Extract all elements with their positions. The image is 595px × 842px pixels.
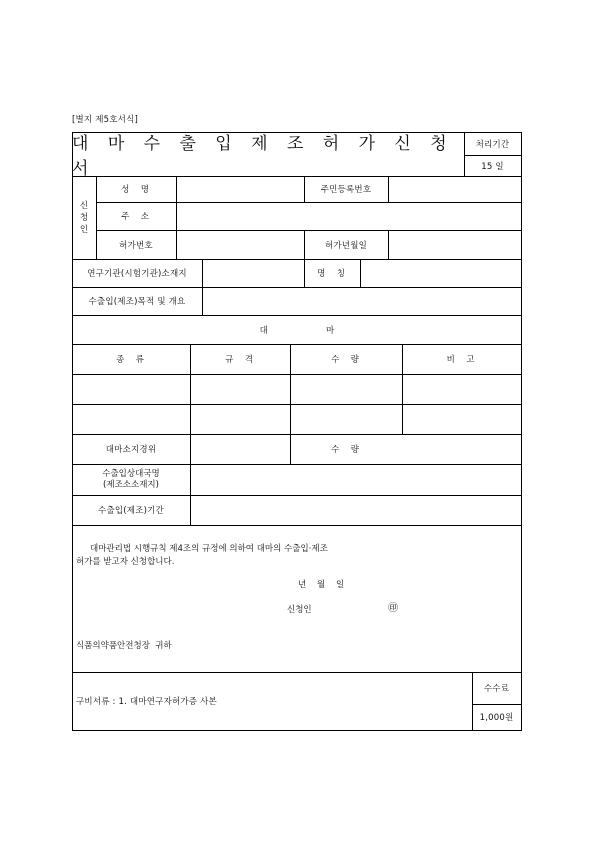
applicant-label-char: 청 bbox=[79, 212, 89, 223]
license-date-field[interactable] bbox=[388, 230, 521, 259]
fee-label: 수수료 bbox=[483, 684, 510, 694]
column-remarks: 비 고 bbox=[446, 355, 477, 365]
cannabis-header: 대 마 bbox=[259, 325, 335, 336]
table-row[interactable] bbox=[190, 404, 290, 434]
column-type: 종 류 bbox=[116, 355, 146, 365]
name-label: 성 명 bbox=[121, 185, 151, 195]
institution-location-label: 연구기관(시험기관)소재지 bbox=[87, 269, 187, 279]
signer-label: 신청인 bbox=[287, 605, 312, 615]
address-label: 주 소 bbox=[121, 212, 151, 222]
table-row[interactable] bbox=[290, 404, 402, 434]
table-row[interactable] bbox=[72, 404, 190, 434]
country-label-line: (제조소소재지) bbox=[103, 479, 159, 490]
country-field[interactable] bbox=[190, 464, 521, 495]
name-field[interactable] bbox=[176, 176, 304, 202]
purpose-field[interactable] bbox=[202, 287, 521, 315]
purpose-label: 수출입(제조)목적 및 개요 bbox=[88, 297, 186, 307]
form-label: [별지 제5호서식] bbox=[72, 115, 139, 125]
storage-label: 대마소지경위 bbox=[105, 445, 157, 455]
period-field[interactable] bbox=[190, 495, 521, 525]
date-line[interactable]: 년 월 일 bbox=[298, 580, 345, 590]
quantity-label: 수 량 bbox=[331, 445, 361, 455]
column-spec: 규 격 bbox=[225, 355, 255, 365]
institution-name-label: 명 칭 bbox=[317, 269, 347, 279]
period-label: 수출입(제조)기간 bbox=[98, 506, 164, 516]
recipient: 식품의약품안전청장 귀하 bbox=[76, 641, 172, 651]
quantity-field[interactable] bbox=[402, 434, 521, 464]
table-row[interactable] bbox=[402, 374, 521, 404]
table-row[interactable] bbox=[72, 374, 190, 404]
resident-number-label: 주민등록번호 bbox=[320, 185, 372, 195]
license-number-field[interactable] bbox=[176, 230, 304, 259]
applicant-label bbox=[72, 176, 96, 259]
table-row[interactable] bbox=[290, 374, 402, 404]
statement-line-1: 대마관리법 시행규칙 제4조의 규정에 의하여 대마의 수출입·제조 bbox=[90, 544, 328, 554]
storage-field[interactable] bbox=[190, 434, 290, 464]
fee-amount: 1,000원 bbox=[479, 713, 514, 723]
column-quantity: 수 량 bbox=[331, 355, 361, 365]
form-title: 대 마 수 출 입 제 조 허 가 신 청 서 bbox=[72, 134, 454, 179]
required-documents: 구비서류 : 1. 대마연구자허가증 사본 bbox=[76, 697, 217, 707]
country-label bbox=[72, 464, 190, 495]
applicant-label-char: 신 bbox=[79, 200, 89, 211]
processing-period-label: 처리기간 bbox=[475, 139, 510, 150]
applicant-label-char: 인 bbox=[79, 224, 89, 235]
license-date-label: 허가년월일 bbox=[324, 240, 368, 251]
address-field[interactable] bbox=[176, 202, 521, 230]
processing-period-value: 15 일 bbox=[481, 161, 504, 172]
table-row[interactable] bbox=[190, 374, 290, 404]
table-row[interactable] bbox=[402, 404, 521, 434]
resident-number-field[interactable] bbox=[388, 176, 521, 202]
institution-location-field[interactable] bbox=[202, 259, 304, 287]
seal-icon: ㊞ bbox=[388, 603, 398, 614]
country-label-line: 수출입상대국명 bbox=[102, 468, 160, 479]
license-number-label: 허가번호 bbox=[119, 240, 153, 251]
statement-line-2: 허가를 받고자 신청합니다. bbox=[76, 557, 175, 567]
institution-name-field[interactable] bbox=[360, 259, 521, 287]
